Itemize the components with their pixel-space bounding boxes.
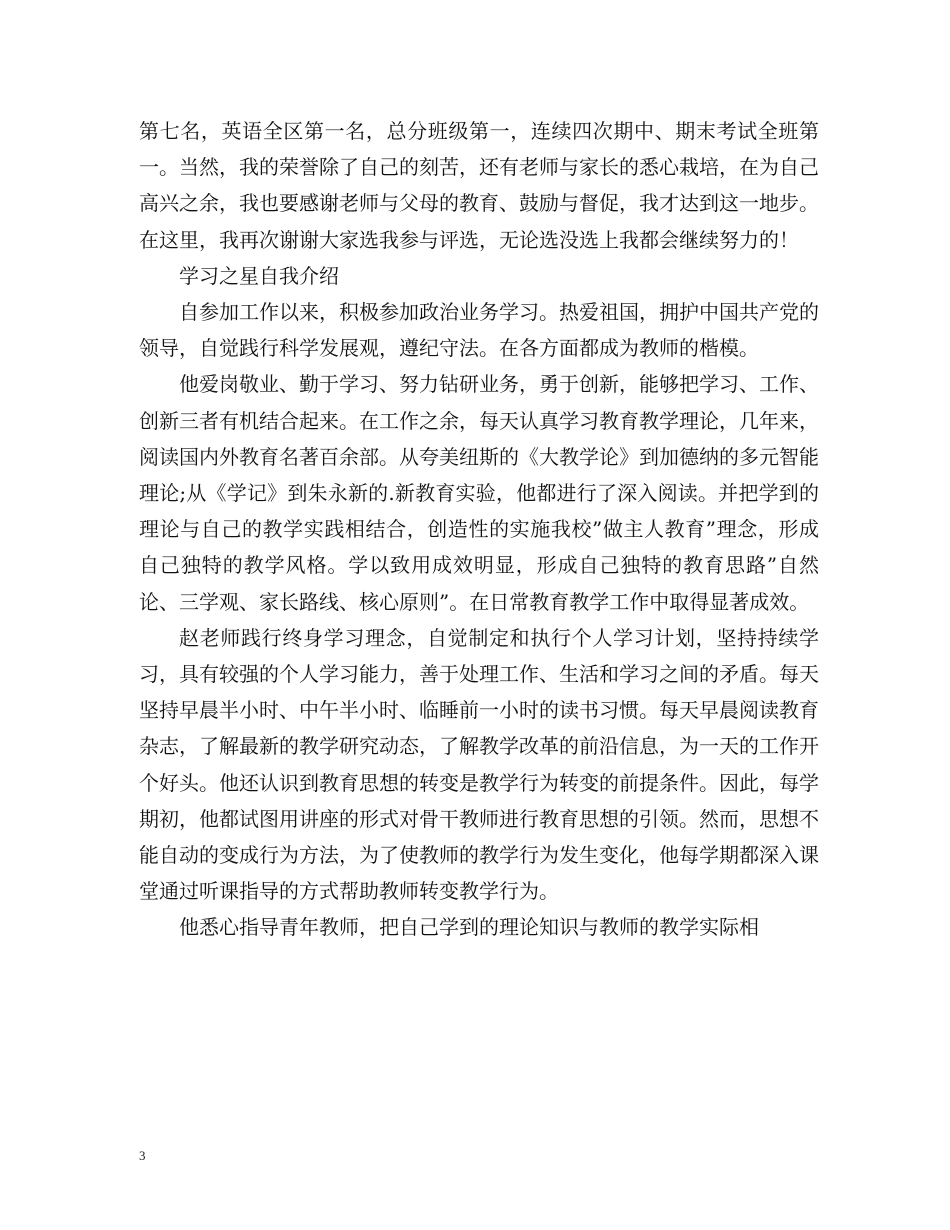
page-number: 3: [139, 1148, 146, 1163]
section-heading: 学习之星自我介绍: [179, 263, 339, 288]
paragraph-continuation: 第七名，英语全区第一名，总分班级第一，连续四次期中、期末考试全班第一。当然，我的荣誉除了自己的刻苦，还有老师与家长的悉心栽培，在为自己高兴之余，我也要感谢老师与父母的教育、鼓励与督促，我才达到这一地步。在这里，我再次谢谢大家选我参与评选，无论选没选上我都会继续努力的！: [139, 119, 819, 252]
document-body: [139, 113, 819, 946]
paragraph: 他爱岗敬业、勤于学习、努力钻研业务，勇于创新，能够把学习、工作、创新三者有机结合起来。在工作之余，每天认真学习教育教学理论，几年来，阅读国内外教育名著百余部。从夸美纽斯的《大教学论》到加德纳的多元智能理论;从《学记》到朱永新的.新教育实验，他都进行了深入阅读。并把学到的理论与自己的教学实践相结合，创造性的实施我校”做主人教育”理念，形成自己独特的教学风格。学以致用成效明显，形成自己独特的教育思路”自然论、三学观、家长路线、核心原则”。在日常教育教学工作中取得显著成效。: [139, 372, 819, 614]
paragraph: 赵老师践行终身学习理念，自觉制定和执行个人学习计划，坚持持续学习，具有较强的个人学习能力，善于处理工作、生活和学习之间的矛盾。每天坚持早晨半小时、中午半小时、临睡前一小时的读书习惯。每天早晨阅读教育杂志，了解最新的教学研究动态，了解教学改革的前沿信息，为一天的工作开个好头。他还认识到教育思想的转变是教学行为转变的前提条件。因此，每学期初，他都试图用讲座的形式对骨干教师进行教育思想的引领。然而，思想不能自动的变成行为方法，为了使教师的教学行为发生变化，他每学期都深入课堂通过听课指导的方式帮助教师转变教学行为。: [139, 625, 819, 904]
paragraph: 他悉心指导青年教师，把自己学到的理论知识与教师的教学实际相: [179, 915, 759, 940]
paragraph: 自参加工作以来，积极参加政治业务学习。热爱祖国，拥护中国共产党的领导，自觉践行科学发展观，遵纪守法。在各方面都成为教师的楷模。: [139, 300, 819, 361]
